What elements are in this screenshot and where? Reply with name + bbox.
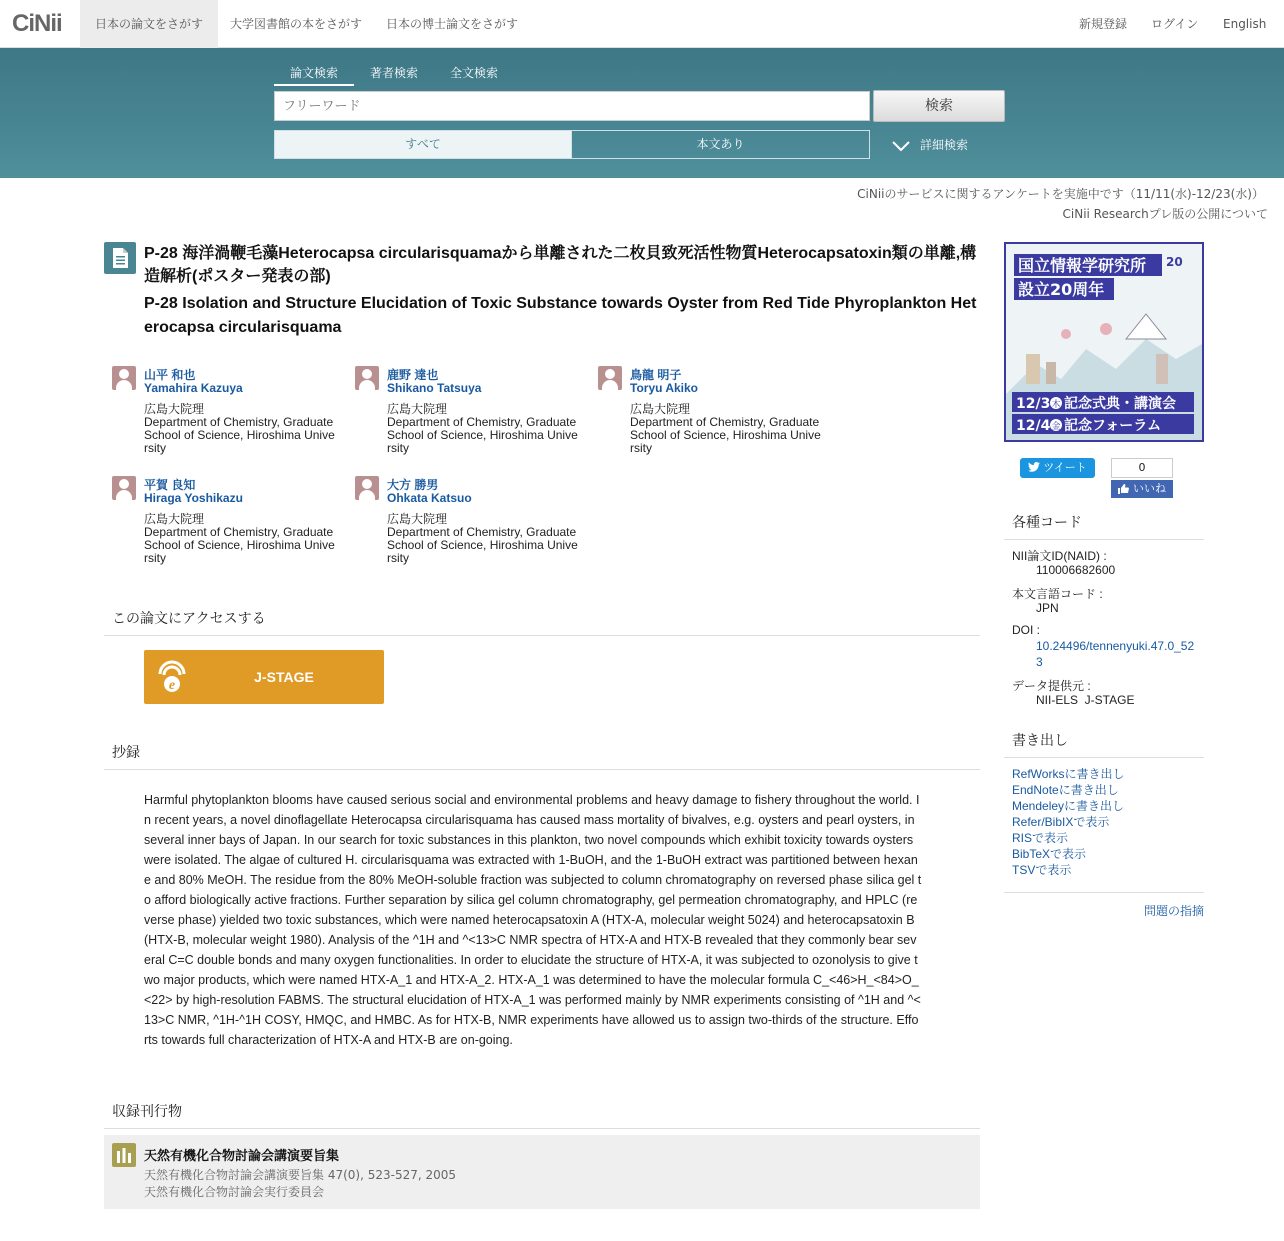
- author-affiliation-jp: 広島大院理: [144, 512, 205, 526]
- login-link[interactable]: ログイン: [1151, 17, 1199, 31]
- author-affiliation-jp: 広島大院理: [387, 512, 448, 526]
- journal-citation: 天然有機化合物討論会講演要旨集 47(0), 523-527, 2005: [144, 1168, 457, 1182]
- nav-tab-dissertations[interactable]: 日本の博士論文をさがす: [386, 17, 519, 31]
- nii-20th-anniversary-banner[interactable]: [1004, 242, 1204, 442]
- provider-value: NII-ELS J-STAGE: [1036, 693, 1135, 707]
- chevron-down-icon: [892, 140, 910, 152]
- author-name-en[interactable]: Hiraga Yoshikazu: [144, 491, 243, 505]
- access-heading: この論文にアクセスする: [104, 608, 980, 636]
- search-button[interactable]: 検索: [873, 90, 1005, 122]
- banner-day2: 金: [1051, 422, 1061, 432]
- author-name-en[interactable]: Shikano Tatsuya: [387, 381, 482, 395]
- export-refworks-link[interactable]: RefWorksに書き出し: [1012, 767, 1125, 781]
- nav-tab-articles[interactable]: 日本の論文をさがす: [80, 0, 218, 48]
- top-nav: [0, 0, 1284, 48]
- jstage-button[interactable]: [144, 650, 384, 704]
- author-affiliation-en: Department of Chemistry, Graduate School of Science, Hiroshima University: [144, 415, 335, 455]
- author-affiliation-jp: 広島大院理: [630, 402, 691, 416]
- filter-all[interactable]: すべて: [274, 130, 572, 159]
- author-affiliation-jp: 広島大院理: [144, 402, 205, 416]
- filter-fulltext[interactable]: 本文あり: [571, 130, 870, 159]
- report-issue-link[interactable]: 問題の指摘: [1143, 904, 1204, 918]
- svg-text:e: e: [168, 678, 176, 693]
- export-bibtex-link[interactable]: BibTeXで表示: [1012, 847, 1087, 861]
- journal-entry: [104, 1135, 980, 1209]
- search-band: [0, 48, 1284, 178]
- lang-value: JPN: [1036, 601, 1059, 615]
- export-refer-link[interactable]: Refer/BibIXで表示: [1012, 815, 1110, 829]
- author-name-jp[interactable]: 鹿野 達也: [387, 368, 439, 382]
- advanced-search-label: 詳細検索: [920, 138, 969, 152]
- author-name-jp[interactable]: 平賀 良知: [144, 478, 196, 492]
- lang-key: 本文言語コード :: [1012, 587, 1103, 601]
- author-name-en[interactable]: Ohkata Katsuo: [387, 491, 472, 505]
- banner-line2: 設立20周年: [1018, 280, 1105, 299]
- journal-publisher: 天然有機化合物討論会実行委員会: [144, 1185, 325, 1199]
- tab-author-search[interactable]: 著者検索: [369, 66, 418, 80]
- banner-line1: 国立情報学研究所: [1018, 256, 1147, 275]
- author-affiliation-en: Department of Chemistry, Graduate School of Science, Hiroshima University: [387, 525, 578, 565]
- codes-heading: 各種コード: [1004, 512, 1204, 540]
- avatar-icon: [112, 366, 136, 390]
- naid-key: NII論文ID(NAID) :: [1012, 549, 1107, 563]
- naid-value: 110006682600: [1036, 563, 1116, 577]
- article-title-jp: P-28 海洋渦鞭毛藻Heterocapsa circularisquamaから単離された二枚貝致死活性物質Heterocapsatoxin類の単離,構造解析(ポスター発表の部): [144, 245, 977, 285]
- banner-date2: 12/4: [1016, 418, 1051, 434]
- bar-chart-icon: [112, 1143, 136, 1167]
- twitter-bird-icon: [1028, 462, 1040, 472]
- author-name-jp[interactable]: 鳥龍 明子: [630, 368, 682, 382]
- advanced-search-toggle[interactable]: [892, 136, 968, 153]
- research-notice[interactable]: CiNii Researchプレ版の公開について: [1062, 207, 1268, 221]
- english-link[interactable]: English: [1223, 17, 1267, 31]
- sidebar-divider: [1004, 892, 1204, 893]
- abstract-heading: 抄録: [104, 742, 980, 770]
- tab-article-search[interactable]: 論文検索: [274, 64, 354, 86]
- cinii-logo[interactable]: CiNii: [12, 10, 62, 37]
- abstract-text: Harmful phytoplankton blooms have caused serious social and environmental problems and heavy damage to fishery throughout the world. In recent years, a novel dinoflagellate Heterocapsa circularisquama has caused mass mortality of bivalves, e.g. oysters and pearl oysters, in several inner bays of Japan. In our search for toxic substances in this plankton, two novel compounds which exhibit toxicity towards oysters were isolated. The algae of cultured H. circularisquama was extracted with 1-BuOH, and the 1-BuOH extract was partitioned between hexane and 80% MeOH. The residue from the 80% MeOH-soluble fraction was subjected to column chromatography on reversed phase silica gel to afford biologically active fractions. Further separation by silica gel column chromatography, gel permeation chromatography, and HPLC (reverse phase) yielded two toxic substances, which were named heterocapsatoxin A (HTX-A, molecular weight 5024) and heterocapsatoxin B (HTX-B, molecular weight 1980). Analysis of the ^1H and ^<13>C NMR spectra of HTX-A and HTX-B revealed that they commonly bear several C=C double bonds and many oxygen functionalities. In order to elucidate the structure of HTX-A, it was subjected to ozonolysis to give two major products, which were named HTX-A_1 and HTX-A_2. HTX-A_1 was determined to have the molecular formula C_<46>H_<84>O_<22> by high-resolution FABMS. The structural elucidation of HTX-A_1 was performed mainly by NMR experiments consisting of ^1H and ^<13>C NMR, ^1H-^1H COSY, HMQC, and HMBC. As for HTX-B, NMR experiments have allowed us to assign two-thirds of the structure. Efforts towards full characterization of HTX-A and HTX-B are on-going.: [144, 793, 922, 1047]
- author-name-en[interactable]: Yamahira Kazuya: [144, 381, 243, 395]
- author-affiliation-jp: 広島大院理: [387, 402, 448, 416]
- facebook-like[interactable]: [1111, 458, 1173, 498]
- nav-tab-books[interactable]: 大学図書館の本をさがす: [230, 17, 363, 31]
- author-name-jp[interactable]: 大方 勝男: [387, 478, 439, 492]
- survey-notice[interactable]: CiNiiのサービスに関するアンケートを実施中です（11/11(水)-12/23(水)）: [857, 187, 1264, 201]
- register-link[interactable]: 新規登録: [1079, 17, 1128, 31]
- journal-title[interactable]: 天然有機化合物討論会講演要旨集: [144, 1149, 340, 1164]
- export-heading: 書き出し: [1004, 730, 1204, 758]
- like-label: いいね: [1133, 482, 1166, 495]
- avatar-icon: [355, 476, 379, 500]
- thumbs-up-icon: [1117, 483, 1129, 495]
- doi-link[interactable]: 10.24496/tennenyuki.47.0_523: [1036, 639, 1195, 669]
- provider-key: データ提供元 :: [1012, 679, 1091, 693]
- tweet-label: ツイート: [1043, 461, 1087, 474]
- like-count: 0: [1111, 458, 1173, 478]
- export-ris-link[interactable]: RISで表示: [1012, 831, 1069, 845]
- avatar-icon: [598, 366, 622, 390]
- banner-day1: 木: [1051, 400, 1061, 410]
- search-input[interactable]: [274, 91, 870, 121]
- like-button[interactable]: [1111, 480, 1173, 498]
- banner-event2: 記念フォーラム: [1064, 418, 1162, 434]
- export-endnote-link[interactable]: EndNoteに書き出し: [1012, 783, 1119, 797]
- author-affiliation-en: Department of Chemistry, Graduate School of Science, Hiroshima University: [387, 415, 578, 455]
- tweet-button[interactable]: [1020, 458, 1095, 478]
- doi-key: DOI :: [1012, 623, 1041, 637]
- avatar-icon: [112, 476, 136, 500]
- tab-fulltext-search[interactable]: 全文検索: [449, 66, 498, 80]
- author-name-jp[interactable]: 山平 和也: [144, 368, 196, 382]
- author-affiliation-en: Department of Chemistry, Graduate School of Science, Hiroshima University: [144, 525, 335, 565]
- journal-heading: 収録刊行物: [104, 1101, 980, 1129]
- export-mendeley-link[interactable]: Mendeleyに書き出し: [1012, 799, 1125, 813]
- avatar-icon: [355, 366, 379, 390]
- jstage-label: J-STAGE: [254, 669, 314, 685]
- article-title-en: P-28 Isolation and Structure Elucidation of Toxic Substance towards Oyster from Red Tide Phyroplankton Heterocapsa circularisquama: [144, 295, 977, 336]
- svg-text:20: 20: [1166, 255, 1183, 269]
- banner-date1: 12/3: [1016, 396, 1051, 412]
- export-tsv-link[interactable]: TSVで表示: [1012, 863, 1072, 877]
- document-icon: [104, 242, 136, 274]
- banner-event1: 記念式典・講演会: [1064, 396, 1176, 412]
- author-affiliation-en: Department of Chemistry, Graduate School of Science, Hiroshima University: [630, 415, 821, 455]
- author-name-en[interactable]: Toryu Akiko: [630, 381, 699, 395]
